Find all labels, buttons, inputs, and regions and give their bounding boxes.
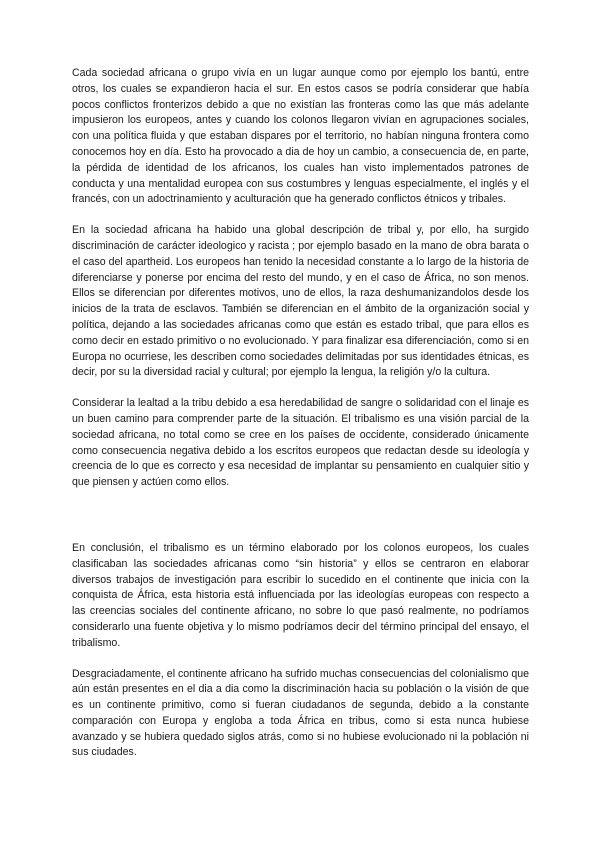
- paragraph-1: Cada sociedad africana o grupo vivía en un lugar aunque como por ejemplo los bantú, entre otros, los cuales se expandieron hacia el sur. En estos casos se podría considerar que había pocos conflictos fronterizos debido a que no existían las fronteras como las que más adelante impusieron los europeos, antes y cuando los colonos llegaron vivían en agrupaciones sociales, con una política fluida y que estaban dispares por el territorio, no habían ninguna frontera como conocemos hoy en día. Esto ha provocado a dia de hoy un cambio, a consecuencia de, en parte, la pérdida de identidad de los africanos, los cuales han visto implementados patrones de conducta y una mentalidad europea con sus costumbres y lenguas especialmente, el inglés y el francés, con un adoctrinamiento y aculturación que ha generado conflictos étnicos y tribales.: [72, 67, 529, 206]
- paragraph-5: Desgraciadamente, el continente africano ha sufrido muchas consecuencias del colonialismo que aún están presentes en el dia a dia como la discriminación hacia su población o la visión de que es un continente primitivo, como si fueran ciudadanos de segunda, debido a la constante comparación con Europa y engloba a toda África en tribus, como si esta nunca hubiese avanzado y se hubiera quedado siglos atrás, como si no hubiese evolucionado ni la población ni sus ciudades.: [72, 667, 529, 759]
- paragraph-2: En la sociedad africana ha habido una global descripción de tribal y, por ello, ha surgido discriminación de carácter ideologico y racista ; por ejemplo basado en la mano de obra barata o el caso del apartheid. Los europeos han tenido la necesidad constante a lo largo de la historia de diferenciarse y ponerse por encima del resto del mundo, y en el caso de África, no son menos. Ellos se diferencian por diferentes motivos, uno de ellos, la raza deshumanizandolos desde los inicios de la trata de esclavos. También se diferencian en el ámbito de la organización social y política, dejando a las sociedades africanas como que están es estado tribal, que para ellos es como decir en estado primitivo o no evolucionado. Y para finalizar esa diferenciación, como si en Europa no ocurriese, les describen como sociedades delimitadas por sus identidades étnicas, es decir, por su la diversidad racial y cultural; por ejemplo la lengua, la religión y/o la cultura.: [72, 224, 529, 379]
- paragraph-3: Considerar la lealtad a la tribu debido a esa heredabilidad de sangre o solidaridad con el linaje es un buen camino para comprender parte de la situación. El tribalismo es una visión parcial de la sociedad africana, no total como se cree en los países de occidente, considerado únicamente como consecuencia negativa debido a los escritos europeos que redactan desde su ideología y creencia de lo que es correcto y esa necesidad de implantar su pensamiento en cualquier sitio y que piensen y actúen como ellos.: [72, 397, 530, 489]
- paragraph-4: En conclusión, el tribalismo es un término elaborado por los colonos europeos, los cuales clasificaban las sociedades africanas como “sin historia” y ellos se centraron en elaborar diversos trabajos de investigación para escribir lo sucedido en el continente que inicia con la conquista de África, esta historia está influenciada por las ideologías europeas con respecto a las creencias sociales del continente africano, no sobre lo que pasó realmente, no podríamos considerarlo una fuente objetiva y lo mismo podríamos decir del término principal del ensayo, el tribalismo.: [72, 541, 529, 649]
